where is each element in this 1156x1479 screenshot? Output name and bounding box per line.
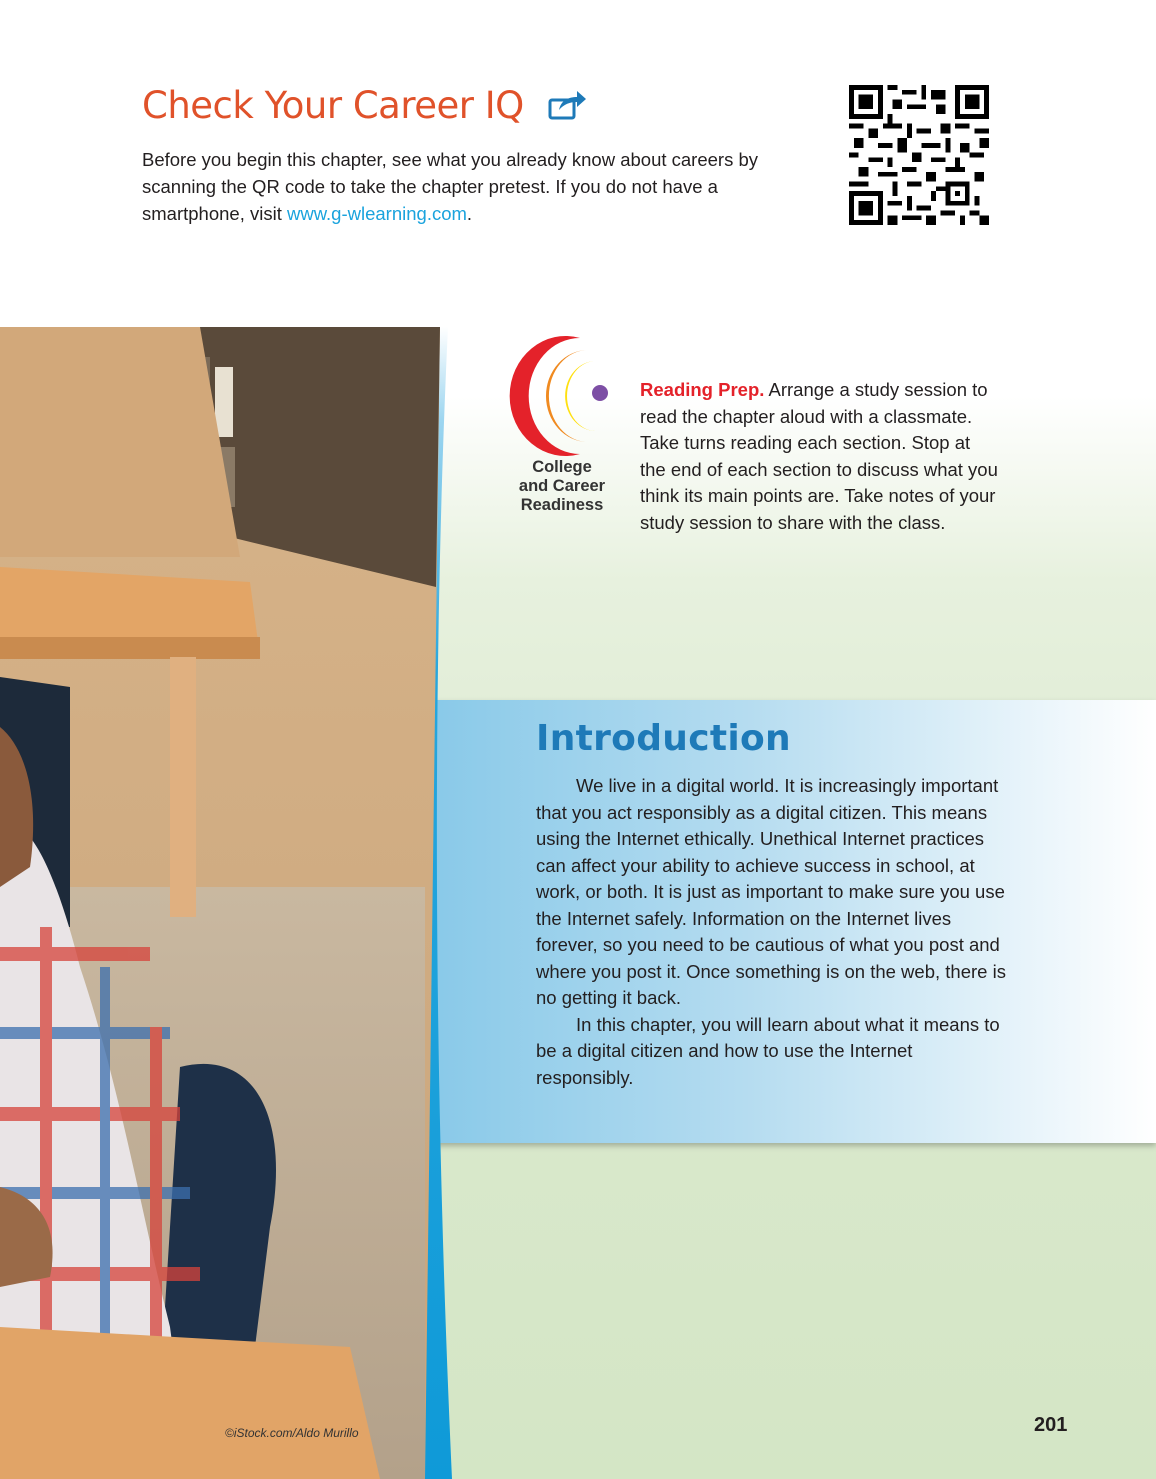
reading-prep-text: Arrange a study session to read the chapter aloud with a classmate. Take turns reading each section. Stop at the end of each section to discuss what you think its main points are. Take notes of your study session to share with the class. [640,379,998,533]
ccr-label-line2: and Career [518,477,606,495]
college-career-readiness-logo [508,336,618,456]
photo-credit: ©iStock.com/Aldo Murillo [225,1426,359,1440]
career-iq-end: . [466,203,473,224]
introduction-paragraph: In this chapter, you will learn about what it means to be a digital citizen and how to use the Internet responsibly. [536,1013,1000,1088]
reading-prep-lead: Reading Prep. [640,379,765,400]
career-iq-body: Before you begin this chapter, see what you already know about careers by scanning the QR code to take the chapter pretest. If you do not have a smartphone, visit [142,149,759,224]
career-iq-title: Check Your Career IQ [142,84,524,127]
introduction-paragraph: We live in a digital world. It is increasingly important that you act responsibly as a digital citizen. This means using the Internet ethically. Unethical Internet practices can affect your ability to achieve success in school, at work, or both. It is just as important to make sure you use the Internet safely. Information on the Internet lives forever, so you need to be cautious of what you post and where you post it. Once something is on the web, there is no getting it back. [536,775,1006,1008]
page-number: 201 [1034,1414,1068,1436]
ccr-label [505,458,619,515]
introduction-heading: Introduction [536,718,791,759]
career-iq-text [142,146,782,227]
share-arrow-icon[interactable] [547,88,587,122]
g-wlearning-link[interactable]: www.g-wlearning.com [286,203,467,224]
classroom-photo [0,327,470,1479]
ccr-label-line1: College [532,458,592,476]
reading-prep [640,377,1000,536]
qr-code[interactable] [849,85,989,225]
introduction-body [536,773,1006,1091]
ccr-label-line3: Readiness [520,496,604,514]
